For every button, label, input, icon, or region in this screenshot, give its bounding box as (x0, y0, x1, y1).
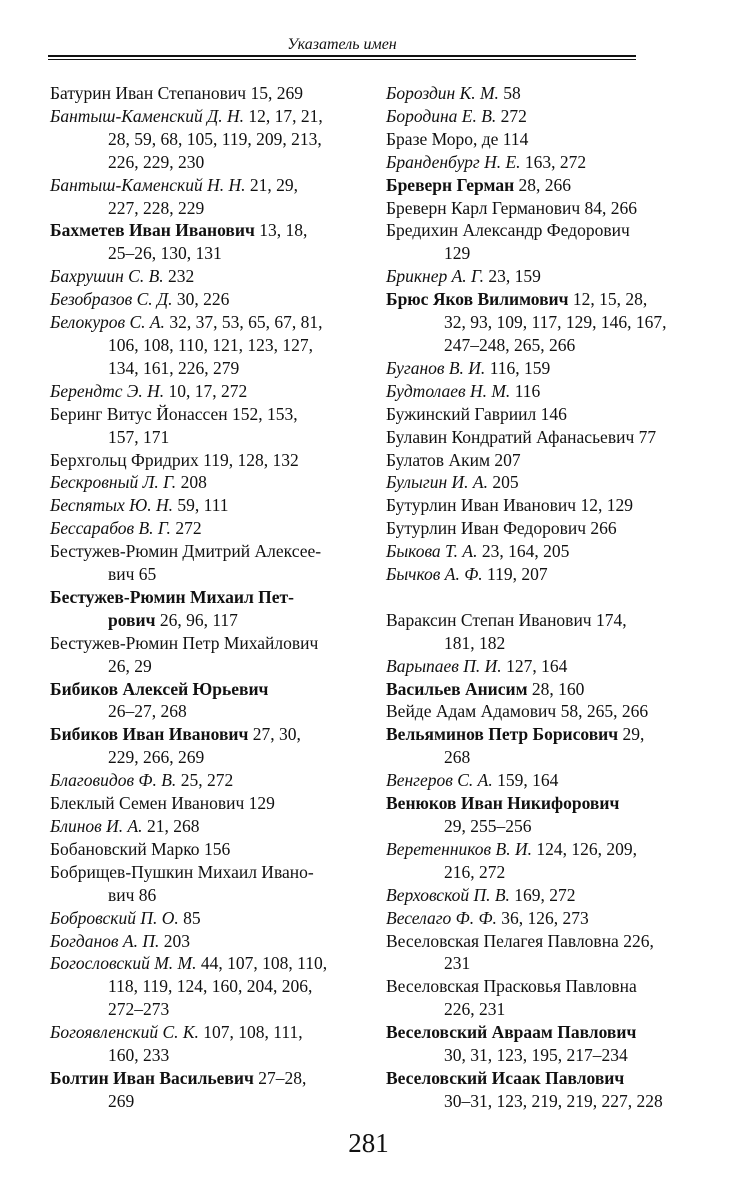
entry-name: Бранденбург Н. Е. (386, 151, 521, 172)
entry-page-refs: 268 (444, 747, 471, 768)
index-entry (50, 288, 350, 311)
entry-name: Бородина Е. В. (386, 105, 497, 126)
index-entry (50, 105, 350, 174)
entry-name: Будтолаев Н. М. (386, 380, 511, 401)
entry-page-refs: 232 (163, 266, 195, 287)
entry-page-refs: 227, 228, 229 (108, 197, 205, 218)
index-entry (386, 197, 696, 220)
entry-page-refs: 25–26, 130, 131 (108, 243, 222, 264)
entry-page-refs: 226, 229, 230 (108, 151, 205, 172)
entry-page-refs: 156 (199, 838, 231, 859)
entry-page-refs: 272–273 (108, 999, 170, 1020)
header-rule-thick (48, 55, 636, 57)
entry-name: Бахметев Иван Иванович (50, 220, 255, 241)
index-entry (50, 1067, 350, 1113)
entry-name: Бантыш-Каменский Д. Н. (50, 105, 244, 126)
index-entry (386, 151, 696, 174)
index-entry (50, 838, 350, 861)
entry-name: Вараксин Степан Иванович (386, 609, 592, 630)
entry-name: Богословский М. М. (50, 953, 197, 974)
index-entry (50, 792, 350, 815)
entry-name: Булыгин И. А. (386, 472, 488, 493)
entry-page-refs: 29, (618, 724, 645, 745)
index-entry (50, 494, 350, 517)
index-entry (386, 174, 696, 197)
entry-name: Булавин Кондратий Афанасьевич (386, 426, 635, 447)
entry-name: Вейде Адам Адамович (386, 701, 557, 722)
index-entry (386, 288, 696, 357)
index-entry (386, 678, 696, 701)
index-entry (386, 609, 696, 655)
entry-name: Бреверн Карл Германович (386, 197, 581, 218)
entry-name: Веселовский Авраам Павлович (386, 1022, 637, 1043)
entry-page-refs: 229, 266, 269 (108, 747, 205, 768)
entry-page-refs: 169, 272 (509, 884, 576, 905)
index-entry (50, 861, 350, 907)
entry-page-refs: 272 (170, 518, 202, 539)
entry-name: Бороздин К. М. (386, 83, 499, 103)
entry-page-refs: 36, 126, 273 (496, 907, 589, 928)
entry-page-refs: 216, 272 (444, 861, 506, 882)
index-entry (386, 563, 696, 586)
entry-name: Благовидов Ф. В. (50, 770, 177, 791)
entry-page-refs: 226, 231 (444, 999, 506, 1020)
entry-page-refs: 205 (487, 472, 519, 493)
entry-page-refs: вич 65 (108, 564, 157, 585)
index-entry (386, 128, 696, 151)
index-column-left (50, 82, 350, 1113)
running-header: Указатель имен (287, 36, 397, 53)
index-entry (386, 540, 696, 563)
entry-name: Венюков Иван Никифорович (386, 793, 620, 814)
index-entry (50, 540, 350, 586)
entry-name: Бобановский Марко (50, 838, 200, 859)
index-entry (50, 1021, 350, 1067)
entry-name: Бибиков Иван Иванович (50, 724, 249, 745)
entry-name: Бразе Моро, де (386, 128, 499, 149)
entry-page-refs: 269 (108, 1090, 135, 1111)
index-entry (50, 449, 350, 472)
entry-name: Венгеров С. А. (386, 770, 493, 791)
index-entry (50, 678, 350, 724)
entry-name: Брикнер А. Г. (386, 266, 485, 287)
entry-name: Беринг Витус Йонассен (50, 403, 228, 424)
entry-page-refs: 15, 269 (246, 83, 303, 103)
entry-page-refs: 27–28, (253, 1067, 307, 1088)
entry-name: Бестужев-Рюмин Петр Михайлович (50, 632, 319, 653)
index-entry (50, 403, 350, 449)
entry-page-refs: 106, 108, 110, 121, 123, 127, (108, 334, 313, 355)
entry-page-refs: 10, 17, 272 (164, 380, 248, 401)
index-column-right (386, 82, 696, 1113)
index-entry (386, 1021, 696, 1067)
entry-name: Болтин Иван Васильевич (50, 1067, 254, 1088)
entry-page-refs: 28, 59, 68, 105, 119, 209, 213, (108, 128, 322, 149)
entry-page-refs: 116, 159 (485, 357, 551, 378)
entry-page-refs: 129 (244, 793, 275, 814)
index-entry (50, 311, 350, 380)
index-entry (386, 426, 696, 449)
entry-page-refs: 146 (536, 403, 567, 424)
entry-name: рович (108, 609, 156, 630)
entry-name: Бутурлин Иван Иванович (386, 495, 577, 516)
entry-name: Бибиков Алексей Юрьевич (50, 678, 269, 699)
entry-page-refs: 13, 18, (254, 220, 308, 241)
index-entry (386, 403, 696, 426)
index-entry (386, 838, 696, 884)
entry-name: Буганов В. И. (386, 357, 486, 378)
entry-page-refs: 160, 233 (108, 1045, 170, 1066)
entry-page-refs: 26, 29 (108, 655, 152, 676)
entry-page-refs: 118, 119, 124, 160, 204, 206, (108, 976, 313, 997)
index-entry (50, 930, 350, 953)
entry-name: Бобрищев-Пушкин Михаил Ивано- (50, 861, 314, 882)
entry-page-refs: 21, 268 (142, 816, 200, 836)
entry-page-refs: 30, 226 (172, 289, 230, 310)
entry-page-refs: 203 (159, 930, 190, 951)
entry-page-refs: 30–31, 123, 219, 219, 227, 228 (444, 1090, 663, 1111)
index-entry (386, 700, 696, 723)
entry-page-refs: 23, 164, 205 (477, 541, 570, 562)
entry-name: Бескровный Л. Г. (50, 472, 177, 493)
entry-page-refs: 84, 266 (580, 197, 637, 218)
entry-name: Бутурлин Иван Федорович (386, 518, 587, 539)
index-entry (50, 952, 350, 1021)
page-number: 281 (348, 1128, 389, 1158)
entry-page-refs: 25, 272 (176, 770, 234, 791)
index-entry (386, 1067, 696, 1113)
entry-page-refs: 119, 207 (482, 564, 548, 585)
entry-page-refs: 58 (498, 83, 521, 103)
entry-page-refs: 208 (176, 472, 207, 493)
entry-name: Беспятых Ю. Н. (50, 495, 173, 516)
index-entry (386, 655, 696, 678)
entry-name: Безобразов С. Д. (50, 289, 173, 310)
entry-name: Бестужев-Рюмин Михаил Пет- (50, 586, 294, 607)
entry-name: Васильев Анисим (386, 678, 528, 699)
entry-page-refs: 26, 96, 117 (155, 609, 238, 630)
index-entry (386, 449, 696, 472)
entry-page-refs: 181, 182 (444, 632, 506, 653)
header-rule-thin (48, 59, 636, 60)
entry-name: Веселаго Ф. Ф. (386, 907, 497, 928)
index-entry (386, 471, 696, 494)
entry-name: Веселовская Пелагея Павловна (386, 930, 619, 951)
entry-name: Булатов Аким (386, 449, 491, 470)
entry-page-refs: вич 86 (108, 884, 157, 905)
entry-page-refs: 127, 164 (501, 655, 568, 676)
entry-page-refs: 77 (634, 426, 657, 447)
entry-name: Белокуров С. А. (50, 312, 165, 333)
index-entry (386, 265, 696, 288)
entry-name: Бужинский Гавриил (386, 403, 537, 424)
entry-page-refs: 12, 129 (576, 495, 633, 516)
entry-name: Веселовский Исаак Павлович (386, 1067, 625, 1088)
entry-name: Берендтс Э. Н. (50, 380, 165, 401)
entry-page-refs: 129 (444, 243, 471, 264)
entry-page-refs: 107, 108, 111, (198, 1022, 303, 1043)
entry-name: Верховской П. В. (386, 884, 510, 905)
index-entry (386, 82, 696, 105)
entry-page-refs: 26–27, 268 (108, 701, 187, 722)
index-entry (386, 769, 696, 792)
index-entry (50, 586, 350, 632)
index-entry (50, 82, 350, 105)
index-entry (386, 723, 696, 769)
entry-page-refs: 28, 160 (527, 678, 585, 699)
entry-page-refs: 157, 171 (108, 426, 170, 447)
entry-name: Брюс Яков Вилимович (386, 289, 569, 310)
index-entry (386, 907, 696, 930)
entry-page-refs: 23, 159 (484, 266, 541, 287)
entry-page-refs: 30, 31, 123, 195, 217–234 (444, 1045, 628, 1066)
index-entry (386, 930, 696, 976)
entry-name: Бреверн Герман (386, 174, 515, 195)
entry-page-refs: 119, 128, 132 (198, 449, 299, 470)
entry-page-refs: 32, 37, 53, 65, 67, 81, (164, 312, 323, 333)
entry-name: Веселовская Прасковья Павловна (386, 976, 637, 997)
entry-name: Блеклый Семен Иванович (50, 793, 245, 814)
entry-page-refs: 44, 107, 108, 110, (196, 953, 328, 974)
entry-page-refs: 21, 29, (245, 174, 298, 195)
index-entry (386, 357, 696, 380)
entry-page-refs: 12, 15, 28, (568, 289, 648, 310)
entry-name: Блинов И. А. (50, 816, 143, 836)
index-entry (50, 219, 350, 265)
entry-page-refs: 266 (586, 518, 617, 539)
entry-name: Варыпаев П. И. (386, 655, 502, 676)
entry-page-refs: 28, 266 (514, 174, 572, 195)
entry-page-refs: 159, 164 (492, 770, 559, 791)
index-entry (50, 769, 350, 792)
index-entry (386, 494, 696, 517)
entry-name: Быкова Т. А. (386, 541, 478, 562)
entry-name: Богоявленский С. К. (50, 1022, 199, 1043)
index-entry (386, 792, 696, 838)
entry-page-refs: 32, 93, 109, 117, 129, 146, 167, (444, 312, 667, 333)
index-entry (50, 265, 350, 288)
entry-name: Бредихин Александр Федорович (386, 220, 630, 241)
index-entry (50, 380, 350, 403)
entry-page-refs: 207 (490, 449, 521, 470)
index-entry (386, 517, 696, 540)
entry-name: Батурин Иван Степанович (50, 83, 247, 103)
entry-page-refs: 134, 161, 226, 279 (108, 357, 240, 378)
index-entry (50, 723, 350, 769)
index-entry (386, 219, 696, 265)
entry-name: Богданов А. П. (50, 930, 160, 951)
entry-page-refs: 231 (444, 953, 471, 974)
index-entry (50, 907, 350, 930)
index-entry (50, 471, 350, 494)
entry-name: Бахрушин С. В. (50, 266, 164, 287)
entry-name: Бестужев-Рюмин Дмитрий Алексее- (50, 541, 322, 562)
entry-page-refs: 58, 265, 266 (556, 701, 649, 722)
entry-page-refs: 272 (496, 105, 527, 126)
entry-name: Бессарабов В. Г. (50, 518, 171, 539)
entry-page-refs: 124, 126, 209, (531, 838, 637, 859)
entry-page-refs: 29, 255–256 (444, 815, 532, 836)
index-entry (50, 174, 350, 220)
index-entry (50, 632, 350, 678)
entry-name: Бобровский П. О. (50, 907, 179, 928)
letter-section-gap (386, 586, 696, 609)
index-entry (386, 105, 696, 128)
entry-page-refs: 247–248, 265, 266 (444, 334, 576, 355)
entry-page-refs: 226, (618, 930, 654, 951)
entry-page-refs: 114 (498, 128, 529, 149)
entry-page-refs: 174, (591, 609, 627, 630)
entry-page-refs: 59, 111 (172, 495, 229, 516)
entry-page-refs: 85 (178, 907, 201, 928)
entry-name: Бычков А. Ф. (386, 564, 483, 585)
index-entry (386, 884, 696, 907)
entry-page-refs: 12, 17, 21, (244, 105, 323, 126)
index-entry (50, 815, 350, 838)
index-entry (386, 380, 696, 403)
entry-name: Берхгольц Фридрих (50, 449, 199, 470)
index-entry (386, 975, 696, 1021)
entry-page-refs: 116 (510, 380, 541, 401)
entry-page-refs: 27, 30, (248, 724, 301, 745)
entry-name: Бантыш-Каменский Н. Н. (50, 174, 246, 195)
entry-page-refs: 152, 153, (227, 403, 298, 424)
entry-name: Веретенников В. И. (386, 838, 532, 859)
entry-page-refs: 163, 272 (520, 151, 587, 172)
entry-name: Вельяминов Петр Борисович (386, 724, 619, 745)
index-entry (50, 517, 350, 540)
